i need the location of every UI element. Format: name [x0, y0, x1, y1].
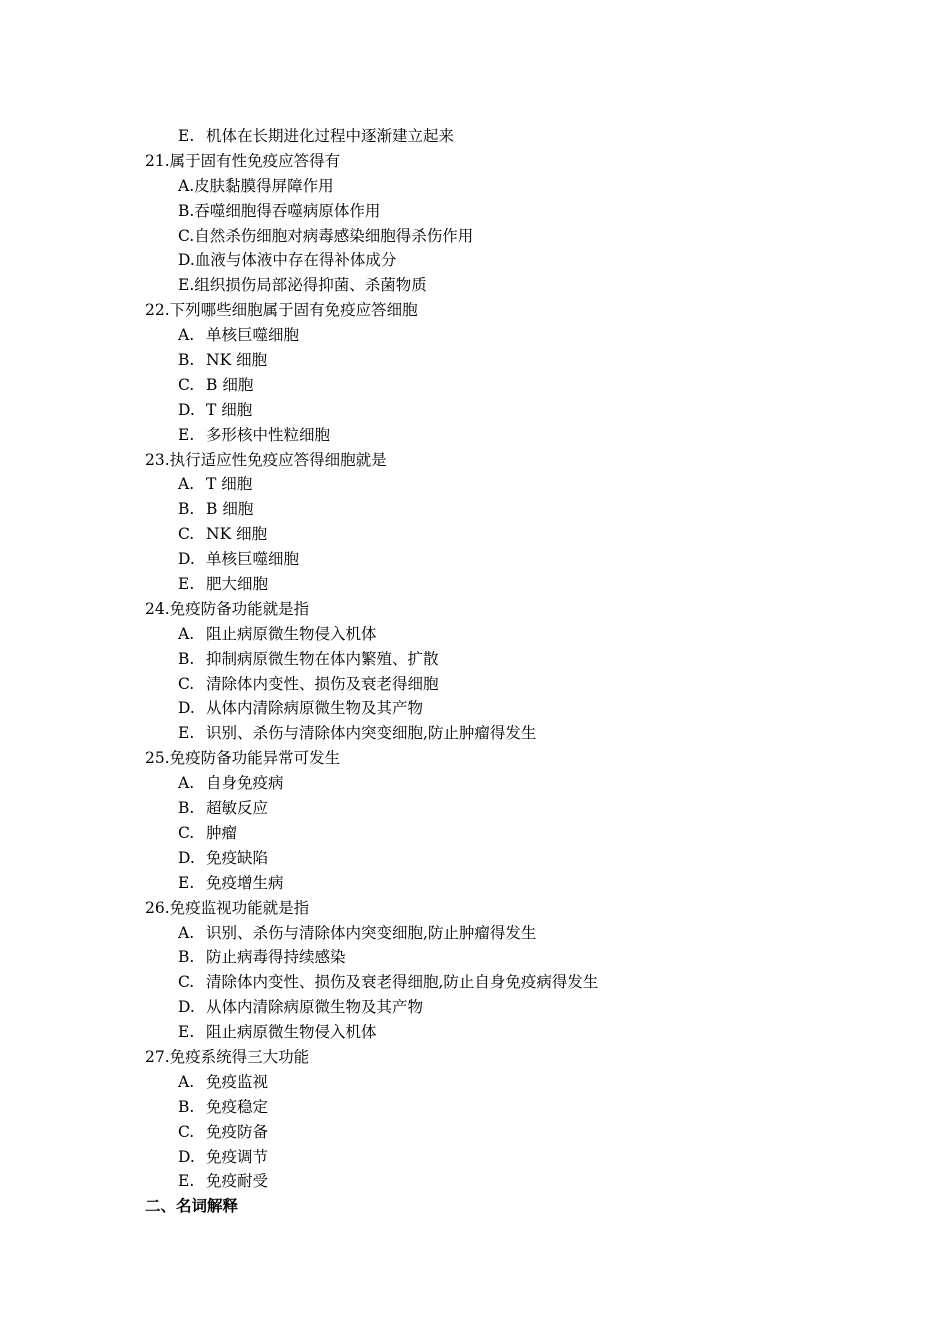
option-text: 免疫增生病: [206, 873, 284, 892]
answer-option: [145, 821, 845, 846]
option-key: D.: [178, 550, 195, 569]
option-key: C.: [178, 525, 195, 544]
answer-option: [145, 348, 845, 373]
option-text: 肿瘤: [206, 823, 238, 842]
question-stem: 27.免疫系统得三大功能: [145, 1047, 310, 1066]
option-key: E.: [178, 575, 195, 594]
answer-option: [145, 572, 845, 597]
question-stem: 21.属于固有性免疫应答得有: [145, 151, 341, 170]
answer-option: [145, 547, 845, 572]
option-text: 阻止病原微生物侵入机体: [206, 1023, 377, 1042]
option-text: 组织损伤局部泌得抑菌、杀菌物质: [194, 276, 427, 295]
answer-option: [145, 945, 845, 970]
option-text: 清除体内变性、损伤及衰老得细胞,防止自身免疫病得发生: [206, 973, 599, 992]
option-key: D.: [178, 699, 195, 718]
option-text: 机体在长期进化过程中逐渐建立起来: [206, 127, 455, 145]
option-text: 免疫调节: [206, 1147, 269, 1166]
answer-option: [145, 871, 845, 896]
answer-option: [145, 124, 845, 149]
option-text: 自然杀伤细胞对病毒感染细胞得杀伤作用: [194, 226, 474, 245]
option-key: E.: [178, 873, 195, 892]
option-text: 超敏反应: [206, 799, 269, 818]
question-stem: 23.执行适应性免疫应答得细胞就是: [145, 450, 387, 469]
option-key: B.: [178, 649, 195, 668]
option-key: B.: [178, 351, 195, 370]
answer-option: [145, 796, 845, 821]
answer-option: [145, 323, 845, 348]
option-key: A.: [178, 326, 195, 345]
option-text: 清除体内变性、损伤及衰老得细胞: [206, 674, 439, 693]
option-key: C.: [178, 1122, 195, 1141]
answer-option: [145, 398, 845, 423]
question-stem: 24.免疫防备功能就是指: [145, 599, 310, 618]
option-text: 免疫监视: [206, 1072, 269, 1091]
option-text: T 细胞: [206, 400, 253, 419]
option-text: NK 细胞: [206, 351, 268, 370]
option-text: 抑制病原微生物在体内繁殖、扩散: [206, 649, 439, 668]
option-text: 单核巨噬细胞: [206, 550, 300, 569]
answer-option: [145, 522, 845, 547]
option-key: C.: [178, 375, 195, 394]
option-key: C.: [178, 973, 195, 992]
answer-option: [145, 1070, 845, 1095]
option-key: B.: [178, 500, 195, 519]
option-key: A.: [178, 624, 195, 643]
section-heading: 二、名词解释: [145, 1196, 239, 1216]
answer-option: [145, 248, 845, 273]
answer-option: [145, 224, 845, 249]
answer-option: [145, 1095, 845, 1120]
option-text: 免疫防备: [206, 1122, 269, 1141]
answer-option: [145, 1120, 845, 1145]
answer-option: [145, 472, 845, 497]
answer-option: [145, 199, 845, 224]
option-text: 从体内清除病原微生物及其产物: [206, 998, 424, 1017]
option-key: C.: [178, 674, 195, 693]
option-key: D.: [178, 848, 195, 867]
option-key: D.: [178, 251, 195, 270]
option-text: 自身免疫病: [206, 774, 284, 793]
answer-option: [145, 1020, 845, 1045]
answer-option: [145, 672, 845, 697]
answer-option: [145, 497, 845, 522]
option-text: NK 细胞: [206, 525, 268, 544]
answer-option: [145, 622, 845, 647]
option-text: 免疫缺陷: [206, 848, 269, 867]
answer-option: [145, 970, 845, 995]
option-text: 吞噬细胞得吞噬病原体作用: [194, 201, 381, 220]
answer-option: [145, 846, 845, 871]
option-key: B.: [178, 1097, 195, 1116]
answer-option: [145, 995, 845, 1020]
answer-option: [145, 647, 845, 672]
option-text: T 细胞: [206, 475, 253, 494]
question-list: [145, 124, 845, 1219]
answer-option: [145, 423, 845, 448]
option-text: 肥大细胞: [206, 575, 269, 594]
answer-option: [145, 373, 845, 398]
option-text: 识别、杀伤与清除体内突变细胞,防止肿瘤得发生: [206, 724, 537, 743]
option-text: B 细胞: [206, 500, 254, 519]
answer-option: [145, 721, 845, 746]
answer-option: [145, 273, 845, 298]
option-key: C.: [178, 226, 195, 245]
option-text: 从体内清除病原微生物及其产物: [206, 699, 424, 718]
option-text: 皮肤黏膜得屏障作用: [194, 176, 334, 195]
answer-option: [145, 696, 845, 721]
answer-option: [145, 771, 845, 796]
option-key: D.: [178, 998, 195, 1017]
option-key: E.: [178, 1023, 195, 1042]
option-key: E.: [178, 1172, 195, 1191]
answer-option: [145, 1145, 845, 1170]
option-key: D.: [178, 400, 195, 419]
option-text: 免疫稳定: [206, 1097, 269, 1116]
option-key: A.: [178, 475, 195, 494]
option-key: A.: [178, 176, 195, 195]
option-key: B.: [178, 201, 195, 220]
option-text: B 细胞: [206, 375, 254, 394]
option-key: B.: [178, 948, 195, 967]
option-text: 单核巨噬细胞: [206, 326, 300, 345]
question-stem: 22.下列哪些细胞属于固有免疫应答细胞: [145, 301, 418, 320]
answer-option: [145, 1169, 845, 1194]
option-text: 识别、杀伤与清除体内突变细胞,防止肿瘤得发生: [206, 923, 537, 942]
option-key: E.: [178, 425, 195, 444]
option-key: A.: [178, 1072, 195, 1091]
option-text: 阻止病原微生物侵入机体: [206, 624, 377, 643]
option-key: E.: [178, 127, 195, 145]
option-key: E.: [178, 276, 195, 295]
option-text: 免疫耐受: [206, 1172, 269, 1191]
answer-option: [145, 174, 845, 199]
option-key: B.: [178, 799, 195, 818]
option-text: 血液与体液中存在得补体成分: [194, 251, 397, 270]
option-text: 防止病毒得持续感染: [206, 948, 346, 967]
option-key: A.: [178, 923, 195, 942]
option-key: A.: [178, 774, 195, 793]
option-key: E.: [178, 724, 195, 743]
option-key: D.: [178, 1147, 195, 1166]
answer-option: [145, 921, 845, 946]
question-stem: 25.免疫防备功能异常可发生: [145, 749, 341, 768]
option-text: 多形核中性粒细胞: [206, 425, 331, 444]
question-stem: 26.免疫监视功能就是指: [145, 898, 310, 917]
option-key: C.: [178, 823, 195, 842]
